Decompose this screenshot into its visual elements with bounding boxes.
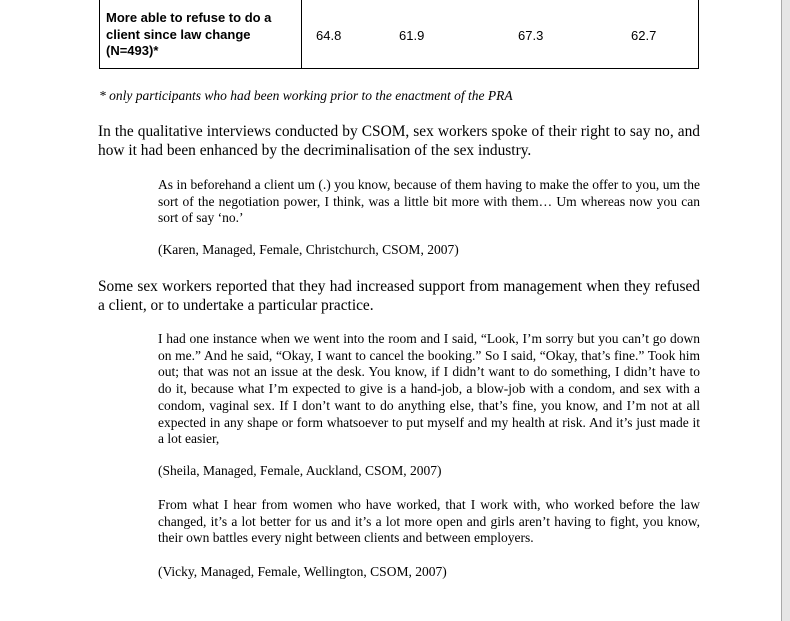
block-quote: From what I hear from women who have worked, that I work with, who worked before the law changed, it’s a lot better for us and it’s a lot more open and girls aren’t having to fight, you know, their own battles every night between clients and between employers. xyxy=(158,497,700,546)
quote-citation: (Sheila, Managed, Female, Auckland, CSOM, 2007) xyxy=(158,463,442,478)
table-cell: 62.7 xyxy=(631,28,657,43)
table-cell: 67.3 xyxy=(518,28,544,43)
page-edge xyxy=(781,0,782,621)
body-paragraph: In the qualitative interviews conducted by CSOM, sex workers spoke of their right to say no, and how it had been enhanced by the decriminalisation of the sex industry. xyxy=(98,123,700,159)
column-divider xyxy=(301,0,302,68)
table-cell: 64.8 xyxy=(316,28,342,43)
quote-citation: (Karen, Managed, Female, Christchurch, CSOM, 2007) xyxy=(158,242,459,257)
table-footnote: * only participants who had been working prior to the enactment of the PRA xyxy=(99,88,513,103)
block-quote: I had one instance when we went into the room and I said, “Look, I’m sorry but you can’t go down on me.” And he said, “Okay, I want to cancel the booking.” So I said, “Okay, that’s fine.” Took him out; that was not an issue at the desk. You know, if I didn’t want to do something, I didn’t have to do it, because what I’m expected to give is a hand-job, a blow-job with a condom, and sex with a condom, vaginal sex. If I don’t want to do anything else, that’s fine, you know, and I’m not at all expected in any shape or form whatsoever to put myself and my health at risk. And it’s just made it a lot easier, xyxy=(158,331,700,447)
table-row xyxy=(99,0,699,69)
row-label: More able to refuse to do a client since law change (N=493)* xyxy=(106,10,272,58)
body-paragraph: Some sex workers reported that they had increased support from management when they refused a client, or to undertake a particular practice. xyxy=(98,278,700,314)
table-cell: 61.9 xyxy=(399,28,425,43)
block-quote: As in beforehand a client um (.) you know, because of them having to make the offer to you, um the sort of the negotiation power, I think, was a little bit more with them… Um whereas now you can sort of say ‘no.’ xyxy=(158,177,700,226)
quote-citation: (Vicky, Managed, Female, Wellington, CSOM, 2007) xyxy=(158,564,447,579)
